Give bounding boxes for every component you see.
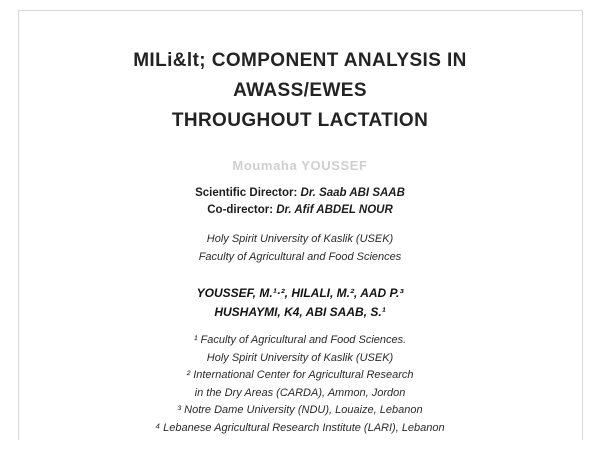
institution-line-1: Holy Spirit University of Kaslik (USEK)	[206, 233, 394, 245]
affiliation-line-5: ³ Notre Dame University (NDU), Louaize, Lebanon	[177, 404, 423, 416]
affiliation-line-6: ⁴ Lebanese Agricultural Research Institute (LARI), Lebanon	[155, 421, 445, 434]
author-line-2: HUSHAYMI, K4, ABI SAAB, S.¹	[214, 305, 386, 319]
affiliation-line-3: ² International Center for Agricultural Research	[186, 369, 414, 381]
title-line-2: AWASS/EWES	[233, 80, 367, 101]
director-name-co: Dr. Afif ABDEL NOUR	[276, 204, 393, 216]
directors-block	[0, 185, 600, 219]
institution-line-2: Faculty of Agricultural and Food Sciences	[198, 251, 402, 263]
director-name-scientific: Dr. Saab ABI SAAB	[300, 187, 405, 199]
director-row-scientific	[0, 185, 600, 202]
institution-block	[0, 230, 600, 266]
affiliation-line-4: in the Dry Areas (CARDA), Ammon, Jordon	[194, 386, 406, 399]
affiliation-line-2: Holy Spirit University of Kaslik (USEK)	[206, 351, 394, 364]
director-role-scientific: Scientific Director:	[195, 187, 298, 199]
slide-title	[0, 46, 600, 136]
director-role-co: Co-director:	[207, 204, 274, 216]
affiliations-block	[0, 332, 600, 437]
title-line-3: THROUGHOUT LACTATION	[171, 110, 429, 131]
authors-block	[0, 284, 600, 322]
affiliation-line-1: ¹ Faculty of Agricultural and Food Sciences.	[193, 334, 407, 346]
author-line-1: YOUSSEF, M.¹·², HILALI, M.², AAD P.³	[196, 286, 404, 300]
title-line-1: MILi&lt; COMPONENT ANALYSIS IN	[133, 50, 467, 71]
director-row-co	[0, 202, 600, 219]
faded-author-name: Moumaha YOUSSEF	[232, 158, 368, 173]
